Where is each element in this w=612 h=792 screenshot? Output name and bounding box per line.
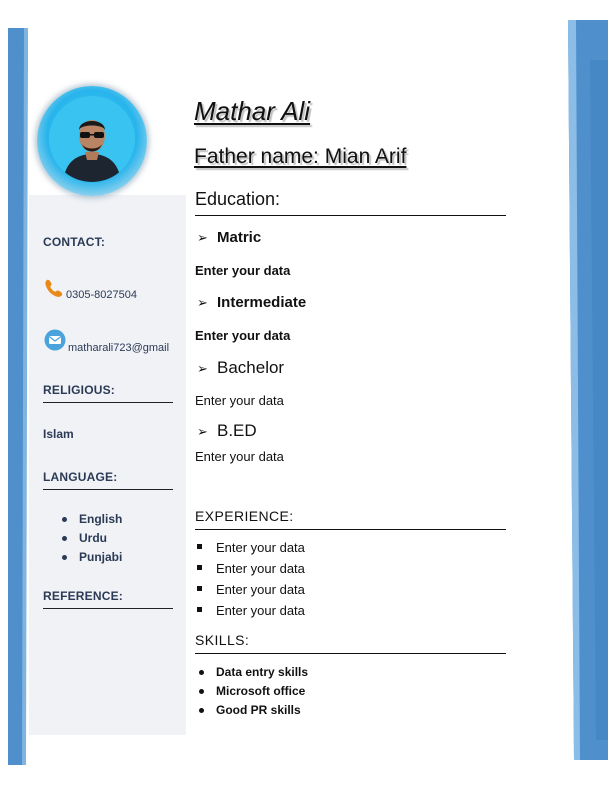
language-list [60,510,122,567]
education-item-title: Matric [217,229,262,246]
right-decorative-band [562,0,612,792]
experience-item: Enter your data [196,537,305,558]
sidebar-panel [29,195,186,735]
skills-heading: SKILLS: [195,632,506,654]
arrow-bullet-icon: ➢ [197,295,208,310]
phone-icon [44,278,64,298]
email-icon [44,329,66,351]
experience-item: Enter your data [196,558,305,579]
language-heading: LANGUAGE: [43,470,173,490]
language-item: English [60,510,122,529]
education-item-title: Intermediate [217,294,307,311]
reference-heading: REFERENCE: [43,589,173,609]
experience-item: Enter your data [196,579,305,600]
education-item-bachelor [197,358,284,378]
father-name: Father name: Mian Arif [194,145,407,168]
education-item-data: Enter your data [195,449,284,464]
email-address: matharali723@gmail [68,342,170,354]
arrow-bullet-icon: ➢ [197,361,208,376]
education-item-data: Enter your data [195,263,291,278]
contact-heading: CONTACT: [43,235,106,249]
skill-item: Good PR skills [196,701,308,720]
education-item-matric [197,229,261,246]
education-item-intermediate [197,294,306,311]
education-heading: Education: [195,189,506,216]
education-item-bed [197,421,257,441]
skill-item: Data entry skills [196,663,308,682]
skill-item: Microsoft office [196,682,308,701]
language-item: Urdu [60,529,122,548]
experience-heading: EXPERIENCE: [195,508,506,530]
experience-item: Enter your data [196,600,305,621]
education-item-data: Enter your data [195,328,291,343]
phone-number: 0305-8027504 [66,289,137,301]
arrow-bullet-icon: ➢ [197,230,208,245]
profile-photo [37,86,147,196]
education-item-data: Enter your data [195,393,284,408]
religion-value: Islam [43,427,74,441]
education-item-title: Bachelor [217,358,285,377]
experience-list [196,537,305,621]
person-avatar-icon [49,96,135,182]
religious-heading: RELIGIOUS: [43,383,173,403]
education-item-title: B.ED [217,421,257,440]
arrow-bullet-icon: ➢ [197,424,208,439]
language-item: Punjabi [60,548,122,567]
candidate-name: Mathar Ali [194,96,311,126]
skills-list [196,663,308,720]
